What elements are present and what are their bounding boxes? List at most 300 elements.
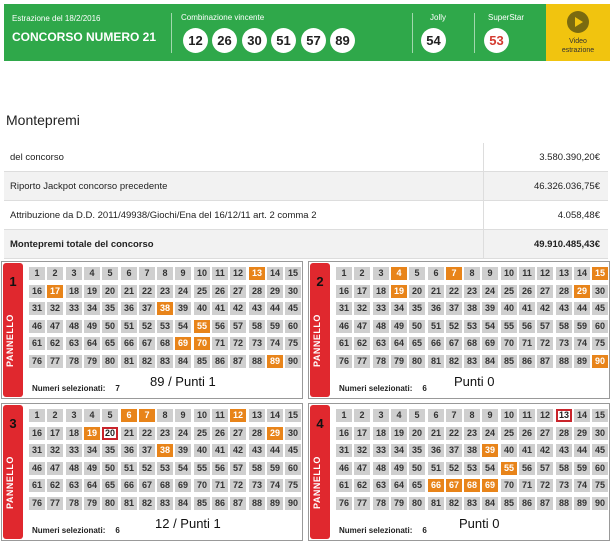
- number-cell-20[interactable]: 20: [409, 285, 425, 298]
- number-cell-61[interactable]: 61: [29, 337, 45, 350]
- number-cell-57[interactable]: 57: [230, 320, 246, 333]
- number-cell-28[interactable]: 28: [556, 427, 572, 440]
- number-cell-59[interactable]: 59: [574, 320, 590, 333]
- number-cell-88[interactable]: 88: [556, 497, 572, 510]
- number-cell-40[interactable]: 40: [501, 302, 517, 315]
- number-cell-45[interactable]: 45: [285, 302, 301, 315]
- number-cell-80[interactable]: 80: [409, 497, 425, 510]
- number-cell-38[interactable]: 38: [157, 302, 173, 315]
- number-cell-48[interactable]: 48: [373, 320, 389, 333]
- number-cell-25[interactable]: 25: [501, 427, 517, 440]
- number-cell-46[interactable]: 46: [29, 320, 45, 333]
- number-cell-35[interactable]: 35: [409, 302, 425, 315]
- number-cell-62[interactable]: 62: [47, 479, 63, 492]
- number-cell-41[interactable]: 41: [519, 444, 535, 457]
- number-cell-51[interactable]: 51: [428, 320, 444, 333]
- number-cell-11[interactable]: 11: [519, 267, 535, 280]
- number-cell-17[interactable]: 17: [47, 427, 63, 440]
- number-cell-34[interactable]: 34: [391, 302, 407, 315]
- number-cell-65[interactable]: 65: [409, 337, 425, 350]
- number-cell-26[interactable]: 26: [519, 285, 535, 298]
- number-cell-36[interactable]: 36: [121, 302, 137, 315]
- number-cell-87[interactable]: 87: [230, 355, 246, 368]
- number-cell-42[interactable]: 42: [230, 302, 246, 315]
- number-cell-52[interactable]: 52: [446, 462, 462, 475]
- number-cell-4[interactable]: 4: [84, 267, 100, 280]
- number-cell-13[interactable]: 13: [556, 267, 572, 280]
- number-cell-49[interactable]: 49: [84, 320, 100, 333]
- number-cell-1[interactable]: 1: [29, 267, 45, 280]
- number-cell-7[interactable]: 7: [446, 267, 462, 280]
- number-cell-62[interactable]: 62: [354, 479, 370, 492]
- number-cell-84[interactable]: 84: [482, 355, 498, 368]
- number-cell-63[interactable]: 63: [66, 479, 82, 492]
- number-cell-14[interactable]: 14: [574, 409, 590, 422]
- number-cell-50[interactable]: 50: [409, 462, 425, 475]
- number-cell-51[interactable]: 51: [121, 320, 137, 333]
- number-cell-90[interactable]: 90: [592, 497, 608, 510]
- number-cell-18[interactable]: 18: [66, 285, 82, 298]
- number-cell-21[interactable]: 21: [121, 285, 137, 298]
- number-cell-7[interactable]: 7: [446, 409, 462, 422]
- number-cell-30[interactable]: 30: [592, 427, 608, 440]
- number-cell-72[interactable]: 72: [537, 337, 553, 350]
- number-cell-73[interactable]: 73: [249, 479, 265, 492]
- number-cell-23[interactable]: 23: [157, 285, 173, 298]
- number-cell-84[interactable]: 84: [175, 355, 191, 368]
- number-cell-61[interactable]: 61: [29, 479, 45, 492]
- number-cell-78[interactable]: 78: [373, 497, 389, 510]
- number-cell-33[interactable]: 33: [66, 444, 82, 457]
- number-cell-71[interactable]: 71: [212, 479, 228, 492]
- number-cell-64[interactable]: 64: [84, 337, 100, 350]
- number-cell-39[interactable]: 39: [482, 444, 498, 457]
- number-cell-90[interactable]: 90: [592, 355, 608, 368]
- number-cell-18[interactable]: 18: [373, 285, 389, 298]
- number-cell-65[interactable]: 65: [409, 479, 425, 492]
- number-cell-1[interactable]: 1: [29, 409, 45, 422]
- number-cell-88[interactable]: 88: [249, 355, 265, 368]
- number-cell-18[interactable]: 18: [66, 427, 82, 440]
- number-cell-48[interactable]: 48: [373, 462, 389, 475]
- number-cell-6[interactable]: 6: [428, 267, 444, 280]
- number-cell-67[interactable]: 67: [446, 337, 462, 350]
- number-cell-4[interactable]: 4: [84, 409, 100, 422]
- number-cell-86[interactable]: 86: [519, 497, 535, 510]
- number-cell-59[interactable]: 59: [574, 462, 590, 475]
- number-cell-22[interactable]: 22: [139, 427, 155, 440]
- number-cell-10[interactable]: 10: [194, 267, 210, 280]
- number-cell-57[interactable]: 57: [537, 320, 553, 333]
- number-cell-21[interactable]: 21: [428, 285, 444, 298]
- number-cell-25[interactable]: 25: [194, 285, 210, 298]
- number-cell-56[interactable]: 56: [212, 320, 228, 333]
- number-cell-13[interactable]: 13: [556, 409, 572, 422]
- number-cell-73[interactable]: 73: [556, 479, 572, 492]
- number-cell-54[interactable]: 54: [482, 320, 498, 333]
- number-cell-65[interactable]: 65: [102, 479, 118, 492]
- number-cell-70[interactable]: 70: [501, 337, 517, 350]
- number-cell-14[interactable]: 14: [267, 267, 283, 280]
- number-cell-26[interactable]: 26: [212, 427, 228, 440]
- number-cell-77[interactable]: 77: [354, 355, 370, 368]
- number-cell-32[interactable]: 32: [354, 444, 370, 457]
- number-cell-26[interactable]: 26: [519, 427, 535, 440]
- number-cell-32[interactable]: 32: [47, 444, 63, 457]
- number-cell-63[interactable]: 63: [373, 479, 389, 492]
- number-cell-56[interactable]: 56: [519, 462, 535, 475]
- number-cell-88[interactable]: 88: [556, 355, 572, 368]
- number-cell-82[interactable]: 82: [139, 497, 155, 510]
- number-cell-31[interactable]: 31: [336, 302, 352, 315]
- number-cell-2[interactable]: 2: [47, 267, 63, 280]
- number-cell-15[interactable]: 15: [285, 267, 301, 280]
- number-cell-3[interactable]: 3: [373, 267, 389, 280]
- number-cell-12[interactable]: 12: [537, 267, 553, 280]
- number-cell-60[interactable]: 60: [592, 320, 608, 333]
- number-cell-46[interactable]: 46: [336, 462, 352, 475]
- number-cell-63[interactable]: 63: [373, 337, 389, 350]
- number-cell-8[interactable]: 8: [157, 267, 173, 280]
- number-cell-75[interactable]: 75: [285, 337, 301, 350]
- number-cell-34[interactable]: 34: [84, 444, 100, 457]
- number-cell-15[interactable]: 15: [592, 267, 608, 280]
- number-cell-12[interactable]: 12: [230, 267, 246, 280]
- number-cell-51[interactable]: 51: [121, 462, 137, 475]
- number-cell-20[interactable]: 20: [102, 285, 118, 298]
- number-cell-27[interactable]: 27: [537, 427, 553, 440]
- number-cell-44[interactable]: 44: [267, 444, 283, 457]
- number-cell-86[interactable]: 86: [519, 355, 535, 368]
- number-cell-83[interactable]: 83: [157, 497, 173, 510]
- number-cell-47[interactable]: 47: [354, 462, 370, 475]
- number-cell-70[interactable]: 70: [194, 337, 210, 350]
- number-cell-41[interactable]: 41: [212, 444, 228, 457]
- number-cell-11[interactable]: 11: [212, 267, 228, 280]
- number-cell-28[interactable]: 28: [556, 285, 572, 298]
- number-cell-5[interactable]: 5: [102, 267, 118, 280]
- number-cell-67[interactable]: 67: [446, 479, 462, 492]
- number-cell-2[interactable]: 2: [354, 409, 370, 422]
- number-cell-15[interactable]: 15: [285, 409, 301, 422]
- number-cell-71[interactable]: 71: [519, 479, 535, 492]
- number-cell-9[interactable]: 9: [482, 409, 498, 422]
- number-cell-24[interactable]: 24: [482, 427, 498, 440]
- number-cell-57[interactable]: 57: [537, 462, 553, 475]
- number-cell-82[interactable]: 82: [139, 355, 155, 368]
- number-cell-87[interactable]: 87: [537, 355, 553, 368]
- number-cell-74[interactable]: 74: [267, 479, 283, 492]
- number-cell-27[interactable]: 27: [230, 427, 246, 440]
- number-cell-69[interactable]: 69: [175, 479, 191, 492]
- number-cell-31[interactable]: 31: [29, 444, 45, 457]
- number-cell-77[interactable]: 77: [354, 497, 370, 510]
- number-cell-44[interactable]: 44: [574, 302, 590, 315]
- number-cell-4[interactable]: 4: [391, 267, 407, 280]
- number-cell-6[interactable]: 6: [121, 267, 137, 280]
- number-cell-66[interactable]: 66: [428, 479, 444, 492]
- number-cell-14[interactable]: 14: [267, 409, 283, 422]
- number-cell-86[interactable]: 86: [212, 497, 228, 510]
- number-cell-14[interactable]: 14: [574, 267, 590, 280]
- number-cell-88[interactable]: 88: [249, 497, 265, 510]
- number-cell-66[interactable]: 66: [121, 337, 137, 350]
- number-cell-40[interactable]: 40: [501, 444, 517, 457]
- number-cell-70[interactable]: 70: [194, 479, 210, 492]
- number-cell-74[interactable]: 74: [267, 337, 283, 350]
- number-cell-29[interactable]: 29: [267, 427, 283, 440]
- number-cell-36[interactable]: 36: [428, 444, 444, 457]
- number-cell-53[interactable]: 53: [464, 320, 480, 333]
- number-cell-30[interactable]: 30: [285, 427, 301, 440]
- number-cell-38[interactable]: 38: [464, 302, 480, 315]
- number-cell-85[interactable]: 85: [194, 355, 210, 368]
- number-cell-35[interactable]: 35: [102, 444, 118, 457]
- number-cell-66[interactable]: 66: [121, 479, 137, 492]
- number-cell-68[interactable]: 68: [157, 337, 173, 350]
- number-cell-83[interactable]: 83: [464, 355, 480, 368]
- number-cell-73[interactable]: 73: [249, 337, 265, 350]
- number-cell-39[interactable]: 39: [175, 302, 191, 315]
- number-cell-76[interactable]: 76: [336, 497, 352, 510]
- number-cell-8[interactable]: 8: [464, 267, 480, 280]
- number-cell-59[interactable]: 59: [267, 320, 283, 333]
- number-cell-1[interactable]: 1: [336, 267, 352, 280]
- number-cell-52[interactable]: 52: [446, 320, 462, 333]
- number-cell-6[interactable]: 6: [428, 409, 444, 422]
- number-cell-21[interactable]: 21: [428, 427, 444, 440]
- number-cell-67[interactable]: 67: [139, 479, 155, 492]
- number-cell-54[interactable]: 54: [482, 462, 498, 475]
- number-cell-21[interactable]: 21: [121, 427, 137, 440]
- number-cell-34[interactable]: 34: [391, 444, 407, 457]
- number-cell-89[interactable]: 89: [267, 355, 283, 368]
- number-cell-37[interactable]: 37: [446, 302, 462, 315]
- number-cell-20[interactable]: 20: [102, 427, 118, 440]
- number-cell-8[interactable]: 8: [464, 409, 480, 422]
- number-cell-10[interactable]: 10: [501, 267, 517, 280]
- number-cell-24[interactable]: 24: [175, 285, 191, 298]
- number-cell-36[interactable]: 36: [121, 444, 137, 457]
- number-cell-1[interactable]: 1: [336, 409, 352, 422]
- number-cell-44[interactable]: 44: [267, 302, 283, 315]
- number-cell-26[interactable]: 26: [212, 285, 228, 298]
- number-cell-47[interactable]: 47: [354, 320, 370, 333]
- number-cell-7[interactable]: 7: [139, 409, 155, 422]
- number-cell-31[interactable]: 31: [336, 444, 352, 457]
- number-cell-69[interactable]: 69: [482, 337, 498, 350]
- number-cell-83[interactable]: 83: [157, 355, 173, 368]
- number-cell-2[interactable]: 2: [47, 409, 63, 422]
- number-cell-16[interactable]: 16: [29, 427, 45, 440]
- number-cell-33[interactable]: 33: [66, 302, 82, 315]
- number-cell-72[interactable]: 72: [230, 479, 246, 492]
- number-cell-5[interactable]: 5: [409, 409, 425, 422]
- number-cell-5[interactable]: 5: [409, 267, 425, 280]
- number-cell-27[interactable]: 27: [230, 285, 246, 298]
- number-cell-50[interactable]: 50: [102, 320, 118, 333]
- number-cell-64[interactable]: 64: [84, 479, 100, 492]
- number-cell-70[interactable]: 70: [501, 479, 517, 492]
- number-cell-25[interactable]: 25: [501, 285, 517, 298]
- number-cell-3[interactable]: 3: [66, 267, 82, 280]
- number-cell-89[interactable]: 89: [267, 497, 283, 510]
- number-cell-54[interactable]: 54: [175, 320, 191, 333]
- number-cell-24[interactable]: 24: [482, 285, 498, 298]
- number-cell-13[interactable]: 13: [249, 409, 265, 422]
- number-cell-19[interactable]: 19: [84, 427, 100, 440]
- number-cell-50[interactable]: 50: [102, 462, 118, 475]
- number-cell-22[interactable]: 22: [446, 285, 462, 298]
- number-cell-80[interactable]: 80: [409, 355, 425, 368]
- number-cell-86[interactable]: 86: [212, 355, 228, 368]
- number-cell-71[interactable]: 71: [519, 337, 535, 350]
- number-cell-48[interactable]: 48: [66, 462, 82, 475]
- number-cell-85[interactable]: 85: [501, 355, 517, 368]
- number-cell-50[interactable]: 50: [409, 320, 425, 333]
- number-cell-24[interactable]: 24: [175, 427, 191, 440]
- number-cell-47[interactable]: 47: [47, 320, 63, 333]
- number-cell-85[interactable]: 85: [194, 497, 210, 510]
- number-cell-68[interactable]: 68: [464, 479, 480, 492]
- number-cell-65[interactable]: 65: [102, 337, 118, 350]
- number-cell-42[interactable]: 42: [537, 444, 553, 457]
- number-cell-75[interactable]: 75: [592, 479, 608, 492]
- number-cell-72[interactable]: 72: [230, 337, 246, 350]
- number-cell-67[interactable]: 67: [139, 337, 155, 350]
- number-cell-82[interactable]: 82: [446, 497, 462, 510]
- number-cell-31[interactable]: 31: [29, 302, 45, 315]
- number-cell-30[interactable]: 30: [285, 285, 301, 298]
- number-cell-87[interactable]: 87: [230, 497, 246, 510]
- number-cell-28[interactable]: 28: [249, 427, 265, 440]
- number-cell-42[interactable]: 42: [537, 302, 553, 315]
- number-cell-55[interactable]: 55: [501, 320, 517, 333]
- number-cell-55[interactable]: 55: [194, 462, 210, 475]
- number-cell-77[interactable]: 77: [47, 355, 63, 368]
- number-cell-61[interactable]: 61: [336, 479, 352, 492]
- number-cell-7[interactable]: 7: [139, 267, 155, 280]
- number-cell-53[interactable]: 53: [157, 320, 173, 333]
- number-cell-61[interactable]: 61: [336, 337, 352, 350]
- number-cell-68[interactable]: 68: [464, 337, 480, 350]
- number-cell-62[interactable]: 62: [354, 337, 370, 350]
- number-cell-46[interactable]: 46: [29, 462, 45, 475]
- number-cell-43[interactable]: 43: [556, 302, 572, 315]
- number-cell-9[interactable]: 9: [175, 409, 191, 422]
- number-cell-78[interactable]: 78: [373, 355, 389, 368]
- number-cell-39[interactable]: 39: [175, 444, 191, 457]
- number-cell-74[interactable]: 74: [574, 337, 590, 350]
- number-cell-11[interactable]: 11: [519, 409, 535, 422]
- number-cell-58[interactable]: 58: [249, 462, 265, 475]
- number-cell-28[interactable]: 28: [249, 285, 265, 298]
- number-cell-12[interactable]: 12: [537, 409, 553, 422]
- number-cell-17[interactable]: 17: [47, 285, 63, 298]
- number-cell-79[interactable]: 79: [84, 497, 100, 510]
- number-cell-40[interactable]: 40: [194, 302, 210, 315]
- number-cell-82[interactable]: 82: [446, 355, 462, 368]
- number-cell-44[interactable]: 44: [574, 444, 590, 457]
- number-cell-45[interactable]: 45: [592, 444, 608, 457]
- number-cell-89[interactable]: 89: [574, 355, 590, 368]
- number-cell-10[interactable]: 10: [194, 409, 210, 422]
- number-cell-40[interactable]: 40: [194, 444, 210, 457]
- number-cell-51[interactable]: 51: [428, 462, 444, 475]
- number-cell-13[interactable]: 13: [249, 267, 265, 280]
- number-cell-89[interactable]: 89: [574, 497, 590, 510]
- number-cell-84[interactable]: 84: [482, 497, 498, 510]
- number-cell-76[interactable]: 76: [29, 355, 45, 368]
- number-cell-62[interactable]: 62: [47, 337, 63, 350]
- number-cell-55[interactable]: 55: [501, 462, 517, 475]
- number-cell-71[interactable]: 71: [212, 337, 228, 350]
- number-cell-4[interactable]: 4: [391, 409, 407, 422]
- number-cell-59[interactable]: 59: [267, 462, 283, 475]
- number-cell-56[interactable]: 56: [519, 320, 535, 333]
- number-cell-18[interactable]: 18: [373, 427, 389, 440]
- number-cell-76[interactable]: 76: [336, 355, 352, 368]
- number-cell-38[interactable]: 38: [157, 444, 173, 457]
- number-cell-74[interactable]: 74: [574, 479, 590, 492]
- number-cell-69[interactable]: 69: [175, 337, 191, 350]
- number-cell-60[interactable]: 60: [285, 462, 301, 475]
- number-cell-37[interactable]: 37: [446, 444, 462, 457]
- number-cell-29[interactable]: 29: [574, 285, 590, 298]
- number-cell-15[interactable]: 15: [592, 409, 608, 422]
- number-cell-43[interactable]: 43: [249, 444, 265, 457]
- number-cell-58[interactable]: 58: [556, 320, 572, 333]
- number-cell-10[interactable]: 10: [501, 409, 517, 422]
- number-cell-12[interactable]: 12: [230, 409, 246, 422]
- number-cell-41[interactable]: 41: [212, 302, 228, 315]
- number-cell-49[interactable]: 49: [391, 320, 407, 333]
- number-cell-22[interactable]: 22: [446, 427, 462, 440]
- number-cell-38[interactable]: 38: [464, 444, 480, 457]
- number-cell-25[interactable]: 25: [194, 427, 210, 440]
- number-cell-52[interactable]: 52: [139, 462, 155, 475]
- number-cell-69[interactable]: 69: [482, 479, 498, 492]
- number-cell-22[interactable]: 22: [139, 285, 155, 298]
- number-cell-33[interactable]: 33: [373, 444, 389, 457]
- number-cell-79[interactable]: 79: [391, 497, 407, 510]
- number-cell-8[interactable]: 8: [157, 409, 173, 422]
- number-cell-49[interactable]: 49: [391, 462, 407, 475]
- number-cell-80[interactable]: 80: [102, 355, 118, 368]
- number-cell-42[interactable]: 42: [230, 444, 246, 457]
- number-cell-32[interactable]: 32: [47, 302, 63, 315]
- number-cell-87[interactable]: 87: [537, 497, 553, 510]
- video-extraction-button[interactable]: [546, 4, 610, 61]
- number-cell-20[interactable]: 20: [409, 427, 425, 440]
- number-cell-36[interactable]: 36: [428, 302, 444, 315]
- number-cell-43[interactable]: 43: [249, 302, 265, 315]
- number-cell-64[interactable]: 64: [391, 479, 407, 492]
- number-cell-58[interactable]: 58: [249, 320, 265, 333]
- number-cell-78[interactable]: 78: [66, 497, 82, 510]
- number-cell-16[interactable]: 16: [29, 285, 45, 298]
- number-cell-45[interactable]: 45: [592, 302, 608, 315]
- number-cell-30[interactable]: 30: [592, 285, 608, 298]
- number-cell-77[interactable]: 77: [47, 497, 63, 510]
- number-cell-35[interactable]: 35: [102, 302, 118, 315]
- number-cell-75[interactable]: 75: [285, 479, 301, 492]
- number-cell-90[interactable]: 90: [285, 355, 301, 368]
- number-cell-27[interactable]: 27: [537, 285, 553, 298]
- number-cell-78[interactable]: 78: [66, 355, 82, 368]
- number-cell-16[interactable]: 16: [336, 427, 352, 440]
- number-cell-2[interactable]: 2: [354, 267, 370, 280]
